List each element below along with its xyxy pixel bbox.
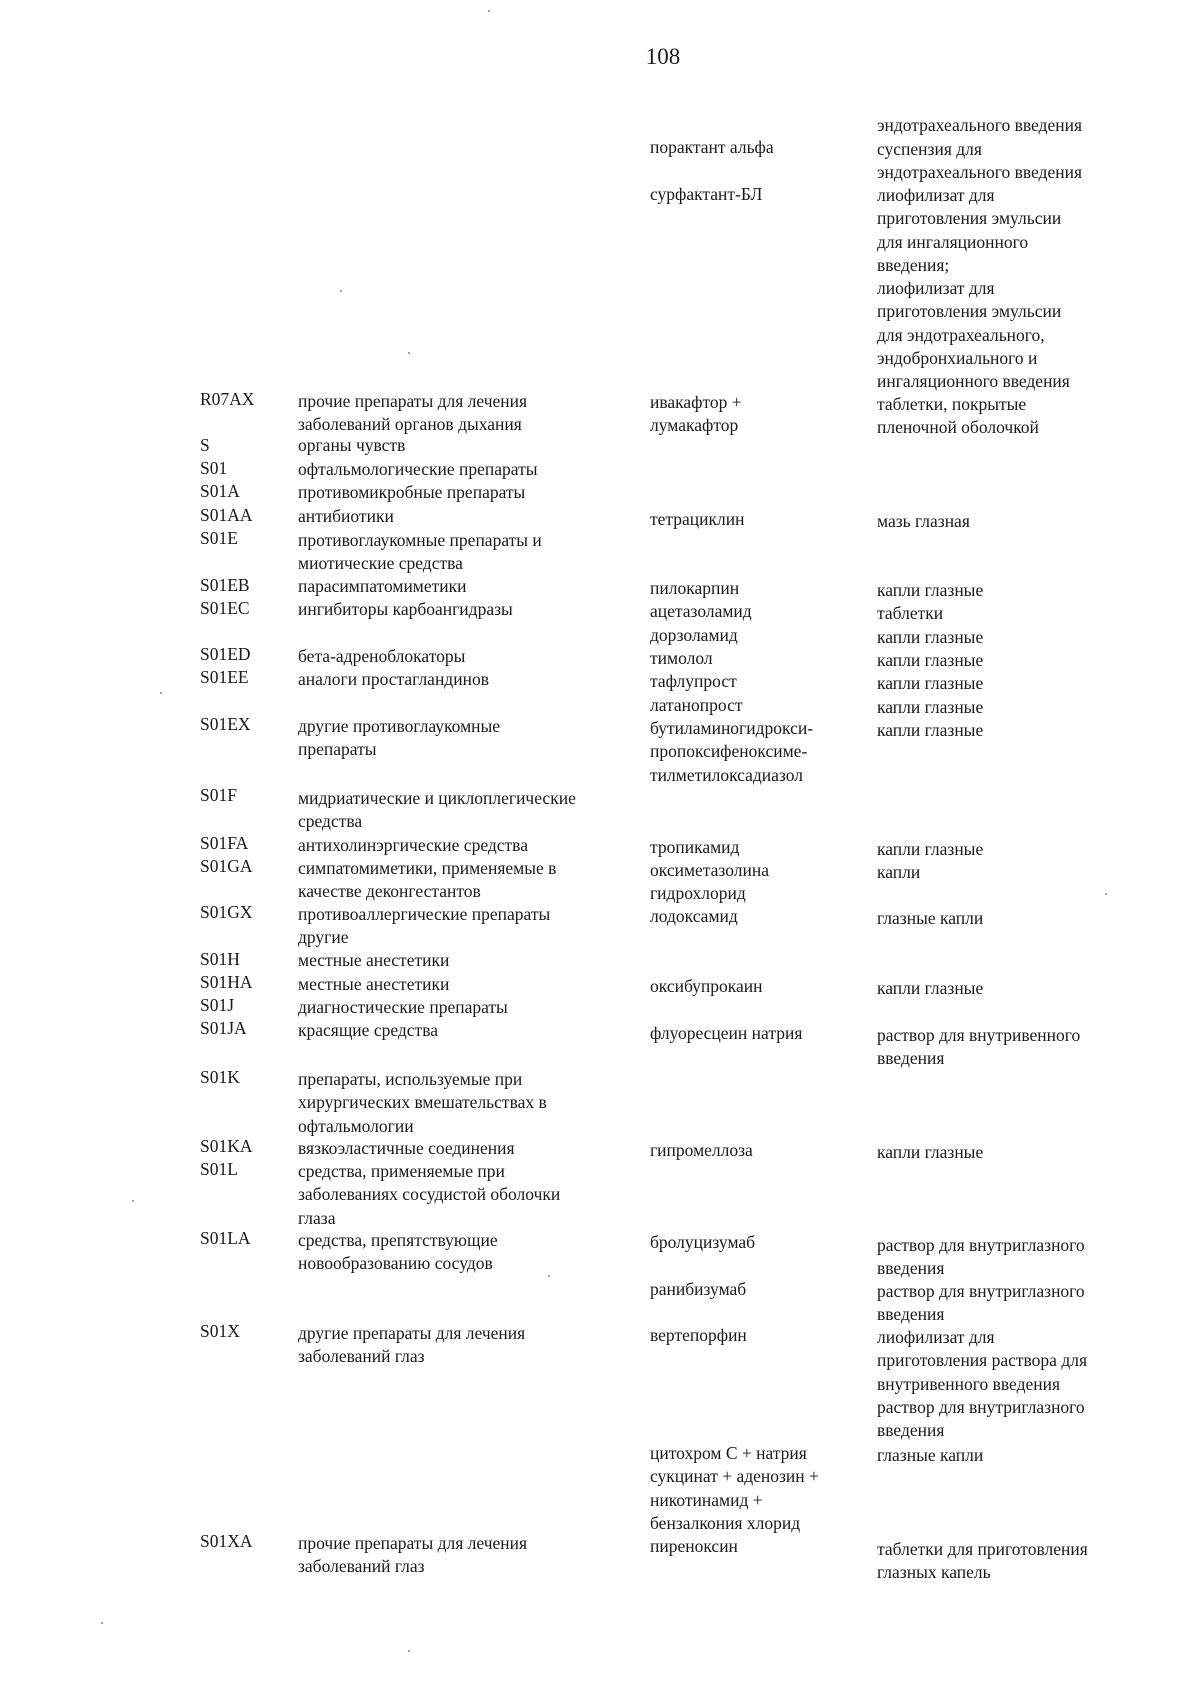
drug-name: ивакафтор + лумакафтор (650, 392, 742, 436)
drug-name: тимолол (650, 648, 713, 668)
dosage-form: капли глазные (877, 839, 984, 859)
drug-name: бутиламиногидрокси- пропоксифеноксиме- тилметилоксадиазол (650, 718, 814, 785)
group-name: прочие препараты для лечения заболеваний глаз (298, 1533, 528, 1577)
group-name: противоглаукомные препараты и миотические средства (298, 530, 542, 574)
dosage-form: капли глазные (877, 673, 984, 693)
atc-code: S01E (200, 528, 238, 548)
dosage-form: капли (877, 862, 921, 882)
group-name: диагностические препараты (298, 997, 508, 1017)
atc-code: S01GX (200, 902, 253, 922)
atc-code: R07AX (200, 389, 255, 409)
drug-name: порактант альфа (650, 137, 774, 157)
dosage-form: таблетки (877, 603, 944, 623)
drug-name: тафлупрост (650, 671, 737, 691)
dosage-form: таблетки для приготовления глазных капель (877, 1539, 1088, 1583)
atc-code: S01J (200, 995, 235, 1015)
group-name: местные анестетики (298, 950, 450, 970)
drug-name: сурфактант-БЛ (650, 184, 763, 204)
scan-speck (488, 10, 490, 12)
group-name: другие препараты для лечения заболеваний глаз (298, 1323, 526, 1367)
group-name: противоаллергические препараты другие (298, 904, 551, 948)
scan-speck (160, 692, 162, 694)
dosage-form: глазные капли (877, 1445, 984, 1465)
group-name: аналоги простагландинов (298, 669, 489, 689)
atc-code: S01XA (200, 1531, 253, 1551)
group-name: парасимпатомиметики (298, 576, 467, 596)
group-name: препараты, используемые при хирургических вмешательствах в офтальмологии (298, 1069, 547, 1136)
atc-code: S01L (200, 1159, 238, 1179)
atc-code: S01HA (200, 972, 253, 992)
drug-name: латанопрост (650, 695, 743, 715)
atc-code: S01LA (200, 1228, 251, 1248)
dosage-form: капли глазные (877, 1142, 984, 1162)
atc-code: S01F (200, 785, 237, 805)
dosage-form: раствор для внутриглазного введения (877, 1235, 1085, 1279)
dosage-form: капли глазные (877, 580, 984, 600)
dosage-form: раствор для внутриглазного введения (877, 1281, 1085, 1325)
dosage-form: суспензия для эндотрахеального введения (877, 139, 1083, 183)
atc-code: S01 (200, 458, 228, 478)
drug-name: цитохром С + натрия сукцинат + аденозин + никотинамид + бензалкония хлорид (650, 1443, 819, 1533)
group-name: средства, препятствующие новообразованию сосудов (298, 1230, 498, 1274)
atc-code: S01EE (200, 667, 249, 687)
dosage-form: раствор для внутриглазного введения (877, 1397, 1085, 1441)
atc-code: S01JA (200, 1018, 247, 1038)
atc-code: S01EX (200, 714, 251, 734)
dosage-form: капли глазные (877, 627, 984, 647)
group-name: антибиотики (298, 506, 394, 526)
dosage-form: мазь глазная (877, 511, 970, 531)
atc-code: S01EC (200, 598, 250, 618)
scan-speck (101, 1622, 103, 1624)
atc-code: S01AA (200, 505, 253, 525)
drug-name: вертепорфин (650, 1325, 747, 1345)
drug-name: тропикамид (650, 837, 740, 857)
scan-speck (548, 1275, 550, 1277)
group-name: симпатомиметики, применяемые в качестве деконгестантов (298, 858, 557, 902)
dosage-form: раствор для внутривенного введения (877, 1025, 1081, 1069)
scan-speck (1105, 893, 1107, 895)
dosage-form: лиофилизат для приготовления раствора для внутривенного введения (877, 1327, 1087, 1394)
group-name: красящие средства (298, 1020, 438, 1040)
group-name: офтальмологические препараты (298, 459, 538, 479)
group-name: мидриатические и циклоплегические средства (298, 788, 576, 832)
drug-name: дорзоламид (650, 625, 738, 645)
group-name: другие противоглаукомные препараты (298, 716, 501, 760)
group-name: ингибиторы карбоангидразы (298, 599, 513, 619)
atc-code: S01GA (200, 856, 253, 876)
drug-name: ацетазоламид (650, 601, 752, 621)
group-name: местные анестетики (298, 974, 450, 994)
drug-name: оксиметазолина гидрохлорид (650, 860, 769, 904)
atc-code: S01H (200, 949, 240, 969)
dosage-form: эндотрахеального введения (877, 115, 1083, 135)
drug-name: ранибизумаб (650, 1279, 747, 1299)
group-name: вязкоэластичные соединения (298, 1138, 515, 1158)
drug-name: бролуцизумаб (650, 1232, 756, 1252)
drug-name: гипромеллоза (650, 1140, 753, 1160)
dosage-form: капли глазные (877, 697, 984, 717)
group-name: средства, применяемые при заболеваниях сосудистой оболочки глаза (298, 1161, 561, 1228)
dosage-form: таблетки, покрытые пленочной оболочкой (877, 394, 1039, 438)
drug-name: пиреноксин (650, 1536, 738, 1556)
atc-code: S01A (200, 481, 240, 501)
scan-speck (132, 1200, 134, 1202)
atc-code: S01EB (200, 575, 250, 595)
scan-speck (340, 290, 342, 292)
atc-code: S01K (200, 1067, 240, 1087)
scan-speck (408, 1650, 410, 1652)
drug-name: лодоксамид (650, 906, 738, 926)
group-name: противомикробные препараты (298, 482, 526, 502)
group-name: антихолинэргические средства (298, 835, 528, 855)
drug-name: оксибупрокаин (650, 976, 763, 996)
dosage-form: глазные капли (877, 908, 984, 928)
dosage-form: капли глазные (877, 978, 984, 998)
dosage-form: капли глазные (877, 720, 984, 740)
page-number: 108 (645, 44, 681, 69)
atc-code: S (200, 435, 210, 455)
atc-code: S01KA (200, 1136, 253, 1156)
group-name: бета-адреноблокаторы (298, 646, 466, 666)
group-name: прочие препараты для лечения заболеваний органов дыхания (298, 391, 528, 435)
atc-code: S01FA (200, 833, 249, 853)
drug-name: тетрациклин (650, 509, 745, 529)
scan-speck (408, 352, 410, 354)
drug-name: пилокарпин (650, 578, 740, 598)
dosage-form: капли глазные (877, 650, 984, 670)
atc-code: S01X (200, 1321, 240, 1341)
atc-code: S01ED (200, 644, 251, 664)
group-name: органы чувств (298, 435, 406, 455)
dosage-form: лиофилизат для приготовления эмульсии для ингаляционного введения; лиофилизат для приготовления эмульсии для эндотрахеального, эндобронхиального и ингаляционного введения (877, 185, 1070, 392)
drug-name: флуоресцеин натрия (650, 1023, 803, 1043)
